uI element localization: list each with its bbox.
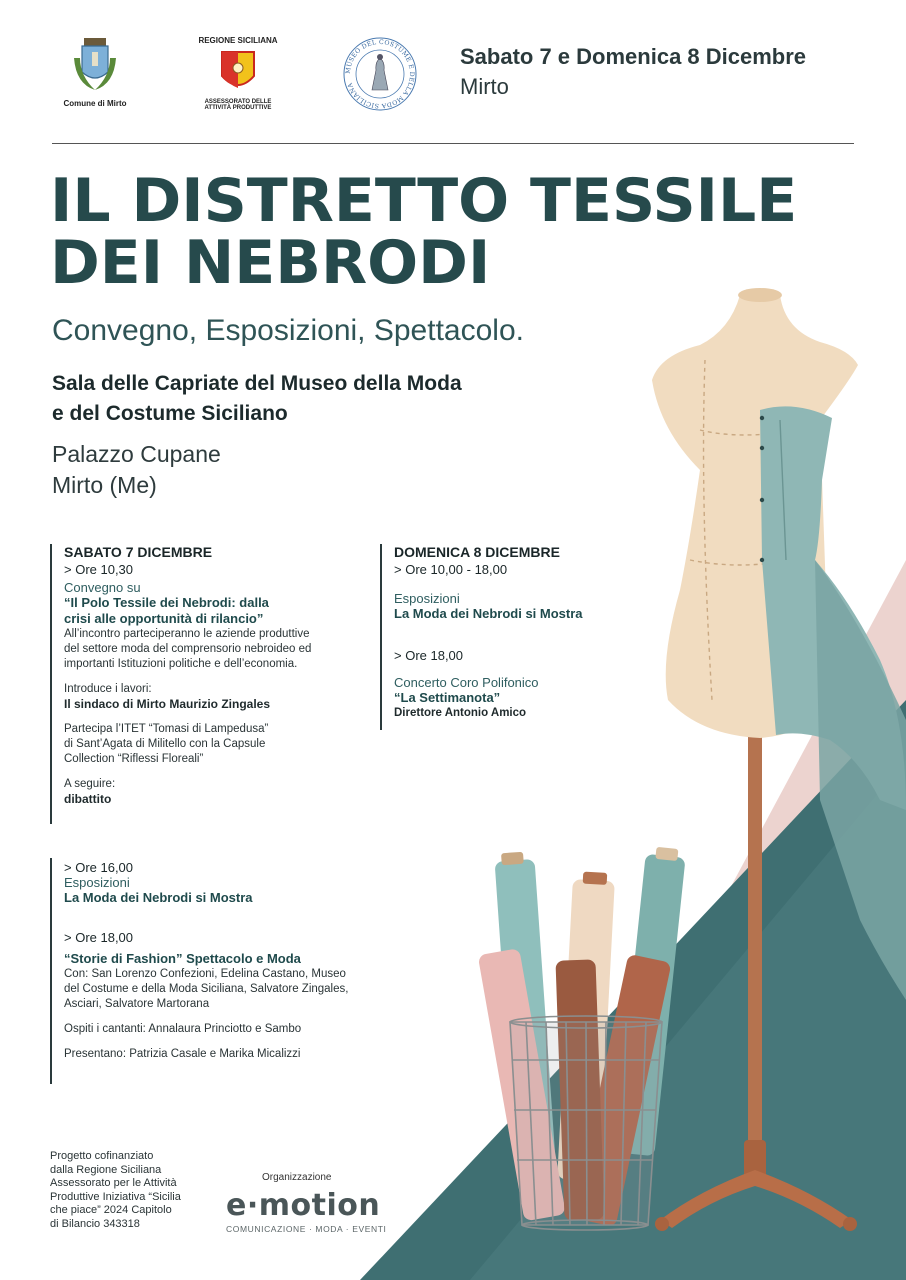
stand-pole [748, 730, 762, 1160]
saturday-esposizioni-title: La Moda dei Nebrodi si Mostra [64, 890, 253, 905]
convegno-title-2: crisi alle opportunità di rilancio” [64, 611, 264, 626]
partecipa-line-2: di Sant’Agata di Militello con la Capsule [64, 738, 266, 750]
saturday-time-3: > Ore 18,00 [64, 930, 134, 945]
sunday-esposizioni-title: La Moda dei Nebrodi si Mostra [394, 606, 583, 621]
funding-line-1: Progetto cofinanziato [50, 1150, 154, 1162]
subtitle: Convegno, Esposizioni, Spettacolo. [52, 314, 524, 347]
saturday-program-afternoon [50, 858, 390, 1084]
convegno-desc-3: importanti Istituzioni politiche e dell’economia. [64, 658, 298, 670]
seguire-label: A seguire: [64, 778, 116, 790]
funding-line-6: di Bilancio 343318 [50, 1217, 140, 1230]
saturday-time-1: > Ore 10,30 [64, 562, 134, 577]
introduce-label: Introduce i lavori: [64, 683, 152, 695]
place-line-1: Palazzo Cupane [52, 441, 221, 467]
museo-ring-text: MUSEO DEL COSTUME E DELLA MODA SICILIANA [344, 38, 416, 110]
venue-line-2: e del Costume Siciliano [52, 402, 288, 425]
direttore: Direttore Antonio Amico [394, 707, 527, 719]
show-cast-3: Asciari, Salvatore Martorana [64, 998, 210, 1010]
museum-seal-icon [342, 36, 418, 112]
concerto-label: Concerto Coro Polifonico [394, 675, 539, 690]
funding-line-3: Assessorato per le Attività [50, 1177, 177, 1189]
comune-caption: Comune di Mirto [63, 99, 127, 108]
saturday-program [50, 544, 360, 824]
saturday-heading: SABATO 7 DICEMBRE [64, 544, 213, 560]
event-city: Mirto [460, 74, 509, 99]
sunday-time-1: > Ore 10,00 - 18,00 [394, 562, 508, 577]
funding-line-5: che piace” 2024 Capitolo [50, 1204, 172, 1216]
show-cast-1: Con: San Lorenzo Confezioni, Edelina Castano, Museo [64, 968, 346, 980]
saturday-esposizioni-label: Esposizioni [64, 875, 130, 890]
sunday-esposizioni-label: Esposizioni [394, 591, 460, 606]
title-line-1: IL DISTRETTO TESSILE [50, 166, 798, 236]
seguire-value: dibattito [64, 792, 112, 806]
coat-of-arms-icon [70, 36, 120, 94]
sunday-heading: DOMENICA 8 DICEMBRE [394, 544, 560, 560]
event-dates: Sabato 7 e Domenica 8 Dicembre [460, 44, 807, 69]
museo-costume-logo [340, 36, 420, 117]
sunday-time-2: > Ore 18,00 [394, 648, 464, 663]
sunday-program [380, 544, 630, 730]
convegno-title-1: “Il Polo Tessile dei Nebrodi: dalla [64, 595, 269, 610]
trinacria-icon [218, 48, 258, 94]
show-cast-2: del Costume e della Moda Siciliana, Salvatore Zingales, [64, 983, 349, 995]
regione-top-label: REGIONE SICILIANA [198, 36, 278, 45]
venue [52, 369, 462, 429]
funding-note [50, 1150, 181, 1231]
emotion-logo: e·motion [226, 1188, 381, 1223]
regione-siciliana-logo [190, 36, 286, 111]
place-line-2: Mirto (Me) [52, 472, 157, 498]
venue-line-1: Sala delle Capriate del Museo della Moda [52, 372, 462, 395]
show-title: “Storie di Fashion” Spettacolo e Moda [64, 951, 301, 966]
regione-bottom-label-1: ASSESSORATO DELLE [204, 99, 272, 105]
title-line-2: DEI NEBRODI [50, 228, 491, 298]
page-title [50, 166, 798, 298]
introduce-name: Il sindaco di Mirto Maurizio Zingales [64, 697, 271, 711]
emotion-tagline: COMUNICAZIONE · MODA · EVENTI [226, 1224, 387, 1234]
organizer-label: Organizzazione [262, 1172, 332, 1183]
partecipa-line-3: Collection “Riflessi Floreali” [64, 753, 204, 765]
partecipa-line-1: Partecipa l’ITET “Tomasi di Lampedusa” [64, 723, 269, 735]
presentano: Presentano: Patrizia Casale e Marika Micalizzi [64, 1048, 301, 1060]
funding-line-2: dalla Regione Siciliana [50, 1163, 162, 1176]
funding-line-4: Produttive Iniziativa “Sicilia [50, 1190, 181, 1203]
saturday-time-2: > Ore 16,00 [64, 860, 134, 875]
place [52, 439, 221, 501]
convegno-desc-2: del settore moda del comprensorio nebroideo ed [64, 643, 312, 655]
comune-di-mirto-logo [50, 36, 140, 108]
header-dates [460, 44, 806, 100]
header-divider [52, 143, 854, 144]
convegno-label: Convegno su [64, 580, 141, 595]
convegno-desc-1: All’incontro parteciperanno le aziende produttive [64, 628, 310, 640]
wire-basket [510, 1016, 662, 1230]
concerto-title: “La Settimanota” [394, 690, 501, 705]
ospiti: Ospiti i cantanti: Annalaura Princiotto e Sambo [64, 1023, 302, 1035]
regione-bottom-label-2: ATTIVITÀ PRODUTTIVE [204, 105, 272, 111]
